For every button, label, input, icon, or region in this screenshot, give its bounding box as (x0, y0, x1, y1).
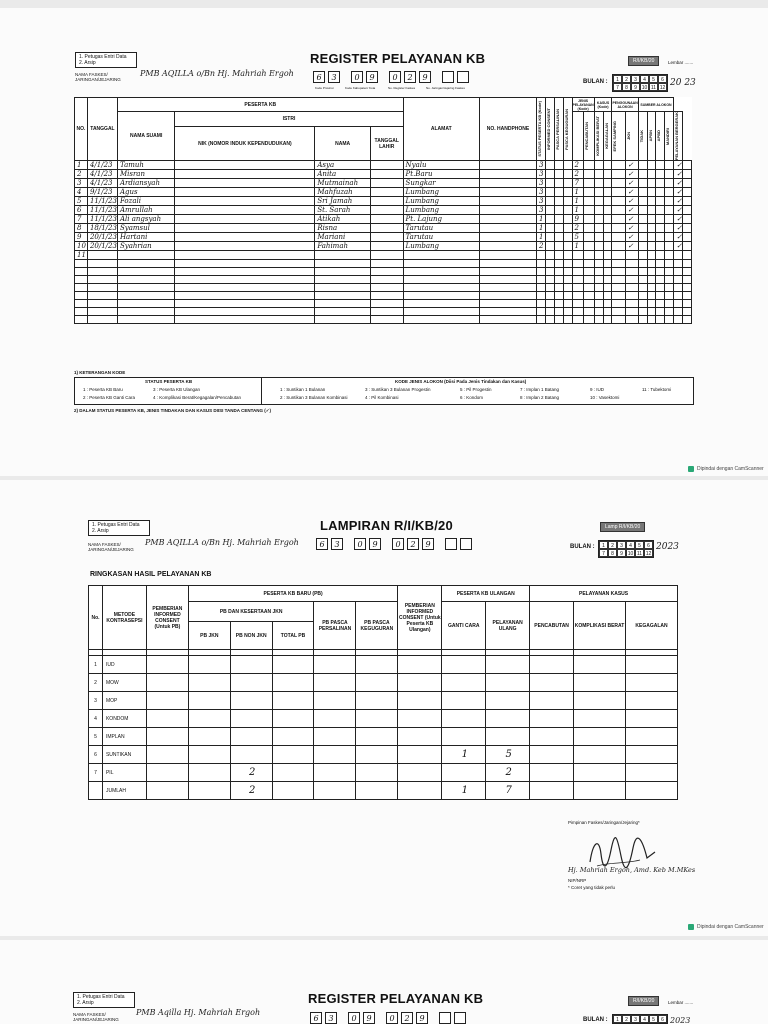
col-istri: ISTRI (175, 112, 403, 127)
month-cell: 5 (635, 541, 644, 549)
row-metode: KONDOM (102, 710, 146, 728)
cell-jenis: 1 (572, 197, 583, 206)
col-suami: NAMA SUAMI (117, 112, 174, 161)
month-cell: 9 (617, 549, 626, 557)
month-cell: 6 (644, 541, 653, 549)
row-ulang (486, 710, 530, 728)
form-code: R/I/KB/20 (628, 996, 659, 1006)
cell-status: 1 (536, 224, 545, 233)
row-ganti: 1 (442, 782, 486, 800)
cell-suami: Syamsul (117, 224, 174, 233)
alokon-item: 4 : Pil Kombinasi (365, 395, 399, 400)
col-no: NO. (75, 98, 88, 161)
col-tanggal: TANGGAL (87, 98, 117, 161)
summary-table (88, 585, 678, 800)
sub-jkn: JKN (625, 132, 631, 141)
month-cell: 1 (599, 541, 608, 549)
cell-alamat: Lumbang (403, 242, 479, 251)
lembar: Lembar ....... (668, 1000, 694, 1005)
col-pb-jkn: PB DAN KESERTAAN JKN (188, 602, 314, 622)
col-total-pb: TOTAL PB (272, 622, 314, 650)
page-title: REGISTER PELAYANAN KB (308, 991, 484, 1006)
row-no: 7 (89, 764, 103, 782)
col-no: No. (89, 586, 103, 650)
role-2: 2. Arsip (77, 1000, 94, 1006)
row-ganti (442, 656, 486, 674)
col-penggunaan: PENGGUNAAN ALOKON (612, 98, 638, 112)
section-title: RINGKASAN HASIL PELAYANAN KB (90, 571, 212, 578)
row-nonjkn (230, 692, 272, 710)
cell-jenis: 7 (572, 179, 583, 188)
faskes-value: PMB Aqilla Hj. Mahriah Ergoh (136, 1008, 261, 1017)
code-digit (442, 71, 454, 83)
code-digit (460, 538, 472, 550)
alokon-title: KODE JENIS ALOKON (Diisi Pada Jenis Tindakan dan Kasus) (395, 379, 527, 384)
month-cell: 2 (608, 541, 617, 549)
cell-no: 3 (75, 179, 88, 188)
roles-box (75, 52, 137, 68)
sub-apbd: APBD (656, 130, 662, 142)
scanner-stamp (688, 924, 764, 930)
form-code: Lamp R/I/KB/20 (600, 522, 645, 532)
code-digit: 3 (331, 538, 343, 550)
lampiran-page (0, 480, 768, 936)
col-pb-pasca-persalinan: PB PASCA PERSALINAN (314, 602, 356, 650)
col-pasca-persalinan: PASCA PERSALINAN (554, 108, 560, 150)
cell-status: 3 (536, 188, 545, 197)
cell-alamat: Tarutau (403, 224, 479, 233)
alokon-item: 10 : Vasektomi (590, 395, 620, 400)
sub-efek: EFEK SAMPING (612, 120, 618, 152)
row-nonjkn (230, 710, 272, 728)
cell-jenis: 9 (572, 215, 583, 224)
month-cell: 6 (658, 75, 667, 83)
cell-suami: Tamuh (117, 161, 174, 170)
col-pencabutan: PENCABUTAN (530, 602, 574, 650)
sub-tidak: TIDAK (638, 129, 644, 143)
faskes-value: PMB AQILLA o/Bn Hj. Mahriah Ergoh (145, 538, 299, 547)
code-digit: 2 (401, 1012, 413, 1024)
row-ganti (442, 710, 486, 728)
roles-box (73, 992, 135, 1008)
row-metode: IUD (102, 656, 146, 674)
cell-no: 8 (75, 224, 88, 233)
col-kasus: KASUS (Kode) (594, 98, 612, 112)
roles-box (88, 520, 150, 536)
col-nama: NAMA (315, 127, 371, 161)
row-nonjkn (230, 746, 272, 764)
alokon-item: 6 : Kondom (460, 395, 484, 400)
row-ganti (442, 692, 486, 710)
code-digit: 6 (313, 71, 325, 83)
row-no: 5 (89, 728, 103, 746)
cell-no: 10 (75, 242, 88, 251)
cell-tgl: 4/1/23 (87, 161, 117, 170)
row-no: 3 (89, 692, 103, 710)
cell-alamat: Tarutau (403, 233, 479, 242)
cell-tgl: 20/1/23 (87, 233, 117, 242)
camscanner-icon (688, 924, 694, 930)
col-komplikasi: KOMPLIKASI BERAT (574, 602, 626, 650)
cell-no: 2 (75, 170, 88, 179)
cell-alamat: Lumbang (403, 188, 479, 197)
year-value: 20 23 (670, 78, 696, 88)
code-digit: 2 (407, 538, 419, 550)
month-cell: 7 (613, 83, 622, 91)
code-digit: 9 (366, 71, 378, 83)
status-item: 3 : Peserta KB Ulangan (153, 387, 201, 392)
month-cell: 3 (617, 541, 626, 549)
cell-nama: Fahimah (315, 242, 371, 251)
footnote: 2) DALAM STATUS PESERTA KB, JENIS TINDAKAN DAN KASUS DIISI TANDA CENTANG (✓) (74, 408, 272, 413)
col-pb-pjkn: PB JKN (188, 622, 230, 650)
keterangan-title: 1) KETERANGAN KODE (74, 370, 126, 375)
row-ganti (442, 764, 486, 782)
faskes-value: PMB AQILLA o/Bn Hj. Mahriah Ergoh (140, 69, 294, 78)
cell-suami: Ali angsyah (117, 215, 174, 224)
sub-mandiri: MANDIRI (665, 127, 671, 145)
bulan-label: BULAN : (570, 544, 595, 550)
bulan-label: BULAN : (583, 1017, 608, 1023)
month-cell: 5 (649, 75, 658, 83)
month-cell: 7 (599, 549, 608, 557)
cell-status: 3 (536, 179, 545, 188)
code-digit: 0 (389, 71, 401, 83)
col-peserta: PESERTA KB (117, 98, 403, 112)
year-value: 2023 (670, 1016, 691, 1024)
col-jenis: JENIS PELAYANAN (Kode) (572, 98, 594, 111)
register-table: NO. TANGGAL PESERTA KB ALAMAT NO. HANDPHONE STATUS PESERTA KB (Kode) INFORMED CONSENT PASCA PERSALINAN PASCA KEGUGURAN JENIS PELAYANAN (Kode) KASUS (Kode) PENGGUNAAN ALOKON SUMBER ALOKON NAMA SUAMI ISTRI PENCABUTAN KOMPLIKASI BERAT KEGAGALAN EFEK SAMPING JKN TIDAK APBN APBD MANDIRI PELAYANAN BERGERAK NIK (NOMOR INDUK KEPENDUDUKAN) NAMA TANGGAL LAHIR 1 4/1/23 Tamuh Asya Nyalu 3 2 ✓ ✓ 2 4/1/23 Misran Anita Pt.Baru 3 2 ✓ ✓ 3 4/1/23 Ardiansyah Mutmainah Sungkar 3 7 ✓ ✓ 4 9/1/23 Agus Mahfuzah Lumbang 3 1 ✓ ✓ 5 11/1/23 Fozali Sri Jamah Lumbang 3 1 ✓ ✓ 6 11/1/23 Amrullah St. Sarah Lumbang 3 1 ✓ ✓ 7 11/1/23 Ali angsyah Atikah Pt. Lajung 1 9 ✓ ✓ 8 18/1/23 Syamsul Risna Tarutau 1 2 ✓ ✓ 9 20/1/23 Hartani Mariani Tarutau 1 5 ✓ ✓ 10 20/1/23 Syahrian Fahimah Lumbang 2 1 ✓ ✓ 11 (74, 97, 692, 324)
code-caption: Kode Kabupaten/ Kota (345, 86, 376, 90)
cell-tgl: 4/1/23 (87, 179, 117, 188)
cell-nama: Mutmainah (315, 179, 371, 188)
faskes-code (310, 1012, 466, 1024)
col-pelayanan-ulang: PELAYANAN ULANG (486, 602, 530, 650)
month-cell: 12 (659, 85, 666, 91)
scanner-text: Dipindai dengan CamScanner (697, 466, 764, 472)
col-kb-ulangan: PESERTA KB ULANGAN (442, 586, 530, 602)
cell-alamat: Lumbang (403, 197, 479, 206)
cell-nama: Mahfuzah (315, 188, 371, 197)
code-digit: 6 (310, 1012, 322, 1024)
faskes-label: NAMA FASKES/ JARINGAN/JEJARING (88, 542, 134, 552)
month-cell: 1 (613, 1015, 622, 1023)
row-nonjkn (230, 674, 272, 692)
coret-note: * Coret yang tidak perlu (568, 885, 616, 890)
cell-nama: Sri Jamah (315, 197, 371, 206)
row-nonjkn: 2 (230, 764, 272, 782)
row-ulang (486, 674, 530, 692)
sub-bergerak: PELAYANAN BERGERAK (674, 112, 680, 161)
col-kegagalan: KEGAGALAN (625, 602, 677, 650)
cell-suami: Fozali (117, 197, 174, 206)
scanner-stamp (688, 466, 764, 472)
cell-jenis: 5 (572, 233, 583, 242)
cell-suami: Amrullah (117, 206, 174, 215)
alokon-item: 2 : Suntikan 3 Bulanan Kombinasi (280, 395, 348, 400)
row-ganti (442, 728, 486, 746)
nip-label: NIP/NRP (568, 878, 587, 883)
col-hp: NO. HANDPHONE (479, 98, 536, 161)
row-metode: MOP (102, 692, 146, 710)
code-digit: 0 (354, 538, 366, 550)
code-caption: No. Jaringan/Jejaring Faskes (426, 86, 465, 90)
month-cell: 4 (640, 1015, 649, 1023)
cell-tgl: 20/1/23 (87, 242, 117, 251)
cell-alamat: Nyalu (403, 161, 479, 170)
month-cell: 9 (631, 83, 640, 91)
role-2: 2. Arsip (79, 60, 96, 66)
alokon-item: 5 : Pil Progestin (460, 387, 492, 392)
form-code: R/I/KB/20 (628, 56, 659, 66)
cell-tgl: 11/1/23 (87, 197, 117, 206)
row-ulang (486, 728, 530, 746)
cell-tgl: 11/1/23 (87, 215, 117, 224)
cell-tgl: 9/1/23 (87, 188, 117, 197)
row-no: 2 (89, 674, 103, 692)
cell-jenis: 1 (572, 242, 583, 251)
cell-jenis: 2 (572, 224, 583, 233)
cell-no: 9 (75, 233, 88, 242)
faskes-label: NAMA FASKES/ JARINGAN/JEJARING (75, 72, 121, 82)
camscanner-icon (688, 466, 694, 472)
month-cell: 4 (626, 541, 635, 549)
cell-no: 4 (75, 188, 88, 197)
col-metode: METODE KONTRASEPSI (102, 586, 146, 650)
col-pelayanan-kasus: PELAYANAN KASUS (530, 586, 678, 602)
code-digit: 0 (392, 538, 404, 550)
code-digit: 2 (404, 71, 416, 83)
month-cell: 8 (608, 549, 617, 557)
cell-alamat: Lumbang (403, 206, 479, 215)
col-status: STATUS PESERTA KB (Kode) (536, 101, 542, 157)
cell-jenis: 2 (572, 161, 583, 170)
cell-alamat: Sungkar (403, 179, 479, 188)
cell-status: 3 (536, 206, 545, 215)
page-title: REGISTER PELAYANAN KB (310, 51, 486, 66)
cell-nama: Mariani (315, 233, 371, 242)
year-value: 2023 (656, 542, 679, 552)
row-ulang: 5 (486, 746, 530, 764)
month-cell: 3 (631, 1015, 640, 1023)
code-digit (454, 1012, 466, 1024)
row-metode: JUMLAH (102, 782, 146, 800)
legend-box (74, 377, 694, 405)
role-1: 1. Petugas Entri Data (77, 994, 125, 1000)
scanner-text: Dipindai dengan CamScanner (697, 924, 764, 930)
code-digit: 0 (348, 1012, 360, 1024)
cell-tgl: 11/1/23 (87, 206, 117, 215)
col-pb-pasca-keguguran: PB PASCA KEGUGURAN (356, 602, 398, 650)
cell-jenis: 1 (572, 206, 583, 215)
cell-status: 3 (536, 161, 545, 170)
code-digit (457, 71, 469, 83)
faskes-code (313, 71, 469, 83)
cell-tgl: 4/1/23 (87, 170, 117, 179)
row-no: 1 (89, 656, 103, 674)
code-caption: Kode Provinsi (315, 86, 334, 90)
code-digit: 9 (369, 538, 381, 550)
row-nonjkn (230, 728, 272, 746)
bulan-label: BULAN : (583, 79, 608, 85)
sub-apbn: APBN (647, 130, 653, 142)
alokon-item: 7 : Implan 1 Batang (520, 387, 560, 392)
code-digit: 9 (419, 71, 431, 83)
cell-nama: Asya (315, 161, 371, 170)
register-page-1 (0, 8, 768, 476)
month-cell: 2 (622, 75, 631, 83)
cell-jenis: 2 (572, 170, 583, 179)
role-2: 2. Arsip (92, 528, 109, 534)
cell-no: 1 (75, 161, 88, 170)
cell-status: 3 (536, 197, 545, 206)
code-digit: 3 (325, 1012, 337, 1024)
cell-nama: Atikah (315, 215, 371, 224)
month-cell: 5 (649, 1015, 658, 1023)
month-cell: 11 (650, 85, 657, 91)
row-nonjkn: 2 (230, 782, 272, 800)
code-caption: No. Register Faskes (388, 86, 416, 90)
lembar: Lembar ....... (668, 60, 694, 65)
row-ganti (442, 674, 486, 692)
month-grid (612, 74, 668, 92)
code-digit (439, 1012, 451, 1024)
cell-suami: Agus (117, 188, 174, 197)
row-ulang: 2 (486, 764, 530, 782)
cell-nama: Anita (315, 170, 371, 179)
cell-status: 2 (536, 242, 545, 251)
cell-status: 1 (536, 233, 545, 242)
month-grid (598, 540, 654, 558)
code-digit: 9 (416, 1012, 428, 1024)
row-no: 4 (89, 710, 103, 728)
row-metode: IMPLAN (102, 728, 146, 746)
row-ulang (486, 656, 530, 674)
cell-status: 1 (536, 215, 545, 224)
status-title: STATUS PESERTA KB (145, 379, 193, 384)
cell-tgl: 18/1/23 (87, 224, 117, 233)
signer-title: Pimpinan Faskes/Jaringan/Jejaring* (568, 820, 640, 825)
row-metode: PIL (102, 764, 146, 782)
cell-nama: St. Sarah (315, 206, 371, 215)
code-digit: 6 (316, 538, 328, 550)
col-alamat: ALAMAT (403, 98, 479, 161)
alokon-item: 1 : Suntikan 1 Bulanan (280, 387, 326, 392)
month-cell: 2 (622, 1015, 631, 1023)
month-cell: 1 (613, 75, 622, 83)
cell-jenis: 1 (572, 188, 583, 197)
cell-no: 11 (75, 251, 88, 260)
month-cell: 4 (640, 75, 649, 83)
page-title: LAMPIRAN R/I/KB/20 (320, 518, 453, 533)
col-pemberian-ic2: PEMBERIAN INFORMED CONSENT (Untuk Peserta KB Ulangan) (398, 586, 442, 650)
code-digit: 0 (386, 1012, 398, 1024)
month-cell: 12 (645, 551, 652, 557)
status-item: 4 : Komplikasi Berat/Kegagalan/Pencabutan (153, 395, 242, 400)
code-digit: 9 (422, 538, 434, 550)
status-item: 2 : Peserta KB Ganti Cara (83, 395, 136, 400)
col-pb-nonjkn: PB NON JKN (230, 622, 272, 650)
cell-suami: Misran (117, 170, 174, 179)
month-cell: 8 (622, 83, 631, 91)
row-metode: MOW (102, 674, 146, 692)
role-1: 1. Petugas Entri Data (79, 54, 127, 60)
col-pemberian-ic: PEMBERIAN INFORMED CONSENT (Untuk PB) (146, 586, 188, 650)
signer-name: Hj. Mahriah Ergoh, Amd. Keb M.MKes (568, 866, 696, 874)
cell-no: 6 (75, 206, 88, 215)
col-pasca-keguguran: PASCA KEGUGURAN (563, 108, 569, 150)
cell-no: 7 (75, 215, 88, 224)
code-digit: 0 (351, 71, 363, 83)
col-pb-baru: PESERTA KB BARU (PB) (188, 586, 398, 602)
cell-suami: Hartani (117, 233, 174, 242)
col-tgl-lahir: TANGGAL LAHIR (370, 127, 403, 161)
cell-nama: Risna (315, 224, 371, 233)
col-sumber: SUMBER ALOKON (638, 98, 674, 112)
row-ulang (486, 692, 530, 710)
month-cell: 10 (641, 85, 648, 91)
register-page-3 (0, 940, 768, 1024)
alokon-item: 11 : Tubektomi (642, 387, 672, 392)
cell-alamat: Pt. Lajung (403, 215, 479, 224)
col-nik: NIK (NOMOR INDUK KEPENDUDUKAN) (175, 127, 315, 161)
row-ulang: 7 (486, 782, 530, 800)
month-cell: 6 (658, 1015, 667, 1023)
month-grid (612, 1014, 668, 1024)
alokon-item: 8 : Implan 2 Batang (520, 395, 560, 400)
code-digit (445, 538, 457, 550)
alokon-item: 3 : Suntikan 3 Bulanan Progestin (365, 387, 431, 392)
cell-suami: Ardiansyah (117, 179, 174, 188)
col-ganti-cara: GANTI CARA (442, 602, 486, 650)
code-digit: 3 (328, 71, 340, 83)
sub-pencabutan: PENCABUTAN (583, 122, 589, 150)
month-cell: 10 (627, 551, 634, 557)
col-informed: INFORMED CONSENT (545, 108, 551, 151)
status-item: 1 : Peserta KB Baru (83, 387, 123, 392)
sub-komplikasi: KOMPLIKASI BERAT (594, 116, 600, 156)
faskes-code (316, 538, 472, 550)
role-1: 1. Petugas Entri Data (92, 522, 140, 528)
alokon-item: 9 : IUD (590, 387, 605, 392)
month-cell: 3 (631, 75, 640, 83)
cell-status: 3 (536, 170, 545, 179)
row-no (89, 782, 103, 800)
row-metode: SUNTIKAN (102, 746, 146, 764)
row-ganti: 1 (442, 746, 486, 764)
month-cell: 11 (636, 551, 643, 557)
cell-suami: Syahrian (117, 242, 174, 251)
cell-no: 5 (75, 197, 88, 206)
cell-alamat: Pt.Baru (403, 170, 479, 179)
faskes-label: NAMA FASKES/ JARINGAN/JEJARING (73, 1012, 119, 1022)
legend-divider (261, 378, 262, 404)
row-nonjkn (230, 656, 272, 674)
code-digit: 9 (363, 1012, 375, 1024)
sub-kegagalan: KEGAGALAN (603, 123, 609, 149)
row-no: 6 (89, 746, 103, 764)
